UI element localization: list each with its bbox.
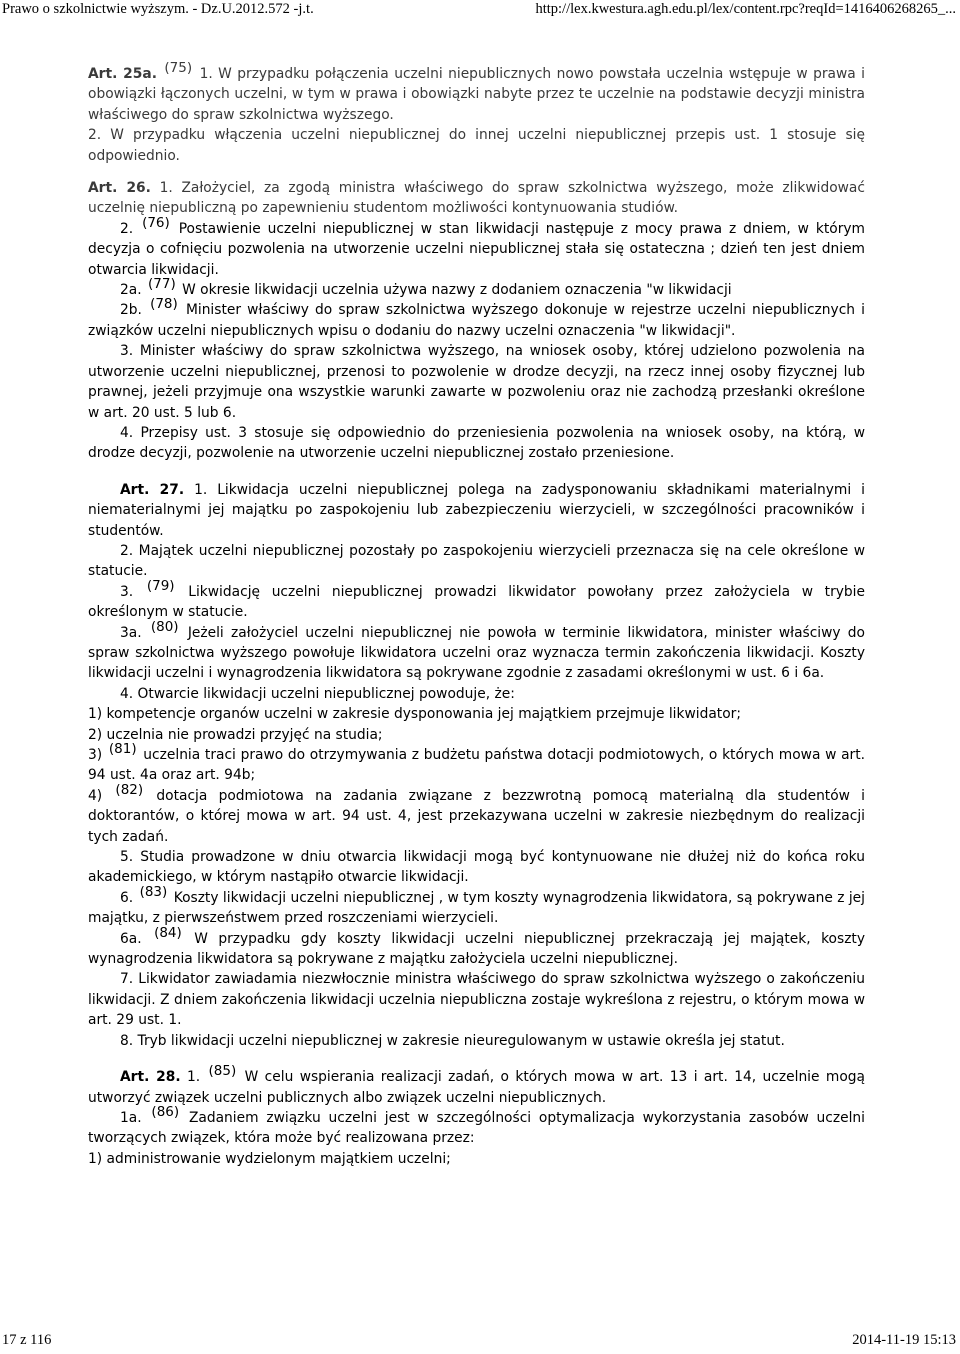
point-text: uczelnia traci prawo do otrzymywania z budżetu państwa dotacji podmiotowych, o których mowa w art. 94 ust. 4a oraz art. 94b; [88, 747, 865, 784]
art27-p4-point2: 2) uczelnia nie prowadzi przyjęć na studia; [88, 726, 383, 743]
art27-p2: 2. Majątek uczelni niepublicznej pozostały po zaspokojeniu wierzycieli przeznacza się na cele określone w statucie. [88, 542, 865, 580]
art27-p4-point4 [88, 781, 866, 847]
paragraph-text: W okresie likwidacji uczelnia używa nazwy z dodaniem oznaczenia "w likwidacji [182, 282, 732, 299]
page-footer [0, 1332, 960, 1352]
point-text: dotacja podmiotowa na zadania związane z bezzwrotną pomocą materialną dla studentów i doktorantów, o której mowa w art. 94 ust. 4, jest przekazywana uczelni w zakresie niezbędnym do realizacji tych zadań. [88, 787, 866, 845]
paragraph-number: 2a. [120, 282, 142, 299]
paragraph-text: 1. Założyciel, za zgodą ministra właściwego do spraw szkolnictwa wyższego, może zlikwidować uczelnię niepubliczną po zapewnieniu studentom możliwości kontynuowania studiów. [88, 180, 865, 217]
footnote-ref[interactable]: (78) [150, 296, 178, 313]
header-url: http://lex.kwestura.agh.edu.pl/lex/content.rpc?reqId=1416406268265_... [535, 1, 956, 17]
article-title: Art. 25a. [88, 66, 157, 82]
paragraph-number: 2. [120, 220, 134, 237]
paragraph-text: Jeżeli założyciel uczelni niepublicznej nie powoła w terminie likwidatora, minister właściwy do spraw szkolnictwa wyższego powołuje likwidatora uczelni oraz wyznacza termin zakończenia likwidacji. Koszty likwidacji uczelni i wynagrodzenia likwidatora są pokrywane zgodnie z zasadami określonymi w ust. 6 i 6a. [88, 624, 866, 682]
art27-p5: 5. Studia prowadzone w dniu otwarcia likwidacji mogą być kontynuowane nie dłużej niż do końca roku akademickiego, w którym nastąpiło otwarcie likwidacji. [88, 849, 865, 886]
paragraph-text: 1. W przypadku połączenia uczelni niepublicznych nowo powstała uczelnia wstępuje w prawa i obowiązki łączonych uczelni, w tym w prawa i obowiązki nabyte przez te uczelnie na podstawie decyzji ministra właściwego do spraw szkolnictwa wyższego. [88, 66, 865, 123]
document-body [88, 60, 866, 1169]
footnote-ref[interactable]: (75) [164, 60, 193, 76]
point-number: 4) [88, 787, 103, 804]
art27-p7: 7. Likwidator zawiadamia niezwłocznie ministra właściwego do spraw szkolnictwa wyższego o zakończeniu likwidacji. Z dniem zakończenia likwidacji uczelnia niepubliczna zostaje wykreślona z rejestru, o którym mowa w art. 29 ust. 1. [88, 971, 865, 1029]
paragraph-number: 3a. [120, 624, 142, 641]
art26-p1 [88, 178, 865, 219]
art26-p2b [88, 296, 866, 341]
paragraph-number: 2b. [120, 302, 142, 319]
footnote-ref[interactable]: (77) [148, 276, 176, 293]
header-title: Prawo o szkolnictwie wyższym. - Dz.U.2012.572 -j.t. [2, 1, 314, 17]
art26-p2a [88, 276, 865, 300]
art26-p4: 4. Przepisy ust. 3 stosuje się odpowiednio do przeniesienia pozwolenia na wniosek osoby, na którą, w drodze decyzji, pozwolenie na utworzenie uczelni niepublicznej zostało przeniesione. [88, 424, 865, 462]
paragraph-text: W celu wspierania realizacji zadań, o których mowa w art. 13 i art. 14, uczelnie mogą utworzyć związek uczelni publicznych albo związek uczelni niepublicznych. [88, 1069, 865, 1106]
art28-p1a [88, 1103, 865, 1149]
paragraph-number: 1a. [120, 1109, 142, 1126]
print-timestamp: 2014-11-19 15:13 [852, 1332, 956, 1348]
footnote-ref[interactable]: (84) [154, 924, 182, 941]
paragraph-number: 6a. [120, 930, 142, 947]
footnote-ref[interactable]: (82) [115, 781, 144, 798]
art27-p1 [88, 480, 865, 541]
page-counter: 17 z 116 [2, 1332, 52, 1348]
art27-p8: 8. Tryb likwidacji uczelni niepublicznej w zakresie nieuregulowanym w ustawie określa jej statut. [120, 1032, 785, 1049]
art25a-p2: 2. W przypadku włączenia uczelni niepublicznej do innej uczelni niepublicznej przepis ust. 1 stosuje się odpowiednio. [88, 127, 865, 164]
art27-p6a [88, 924, 866, 970]
art28-p1a-point1: 1) administrowanie wydzielonym majątkiem uczelni; [88, 1150, 451, 1167]
footnote-ref[interactable]: (80) [150, 618, 179, 635]
paragraph-text: W przypadku gdy koszty likwidacji uczelni niepublicznej przekraczają jej majątek, koszty wynagrodzenia likwidatora są pokrywane z majątku założyciela uczelni niepublicznej. [88, 930, 866, 968]
article-title: Art. 27. [120, 481, 185, 498]
footnote-ref[interactable]: (76) [142, 214, 170, 231]
paragraph-number: 3. [120, 583, 134, 600]
art27-p4-point3 [88, 741, 865, 786]
footnote-ref[interactable]: (86) [151, 1103, 180, 1120]
article-title: Art. 26. [88, 180, 151, 197]
art26-p2 [88, 214, 865, 280]
art27-p6 [88, 883, 866, 929]
art27-p3 [88, 577, 866, 623]
footnote-ref[interactable]: (81) [108, 741, 137, 757]
paragraph-number: 1. [186, 1069, 201, 1086]
art27-p4: 4. Otwarcie likwidacji uczelni niepublicznej powoduje, że: [120, 685, 515, 702]
paragraph-text: Postawienie uczelni niepublicznej w stan likwidacji następuje z mocy prawa z dniem, w którym decyzja o cofnięciu pozwolenia na utworzenie uczelni niepublicznej stała się ostateczna ; dzień ten jest dniem otwarcia likwidacji. [88, 220, 865, 278]
paragraph-text: Minister właściwy do spraw szkolnictwa wyższego dokonuje w rejestrze uczelni niepublicznych i związków uczelni niepublicznych wpisu o dodaniu do nazwy uczelni oznaczenia "w likwidacji". [88, 302, 866, 339]
paragraph-text: Koszty likwidacji uczelni niepublicznej , w tym koszty wynagrodzenia likwidatora, są pokrywane z jej majątku, z pierwszeństwem przed roszczeniami wierzycieli. [88, 889, 866, 927]
footnote-ref[interactable]: (85) [208, 1063, 237, 1080]
page-header [0, 0, 960, 22]
art28-p1 [88, 1063, 865, 1108]
point-number: 3) [88, 747, 103, 763]
footnote-ref[interactable]: (83) [139, 883, 168, 900]
footnote-ref[interactable]: (79) [146, 577, 175, 594]
paragraph-text: 1. Likwidacja uczelni niepublicznej polega na zadysponowaniu składnikami materialnymi i niematerialnymi jej majątku po zaspokojeniu lub zabezpieczeniu wierzycieli, w szczególności pracowników i studentów. [88, 481, 865, 539]
article-title: Art. 28. [120, 1069, 181, 1086]
paragraph-text: Likwidację uczelni niepublicznej prowadzi likwidator powołany przez założyciela w trybie określonym w statucie. [88, 583, 866, 621]
paragraph-number: 6. [120, 889, 134, 906]
art27-p4-point1: 1) kompetencje organów uczelni w zakresie dysponowania jej majątkiem przejmuje likwidator; [88, 706, 741, 723]
art26-p3: 3. Minister właściwy do spraw szkolnictwa wyższego, na wniosek osoby, której udzielono pozwolenia na utworzenie uczelni niepublicznej, przenosi to pozwolenie w drodze decyzji, na rzecz innej osoby fizycznej lub prawnej, jeżeli przyjmuje ona wszystkie warunki zawarte w pozwoleniu oraz nie zachodzą przesłanki określone w art. 20 ust. 5 lub 6. [88, 343, 865, 421]
art27-p3a [88, 618, 866, 684]
paragraph-text: Zadaniem związku uczelni jest w szczególności optymalizacja wykorzystania zasobów uczelni tworzących związek, która może być realizowana przez: [88, 1109, 865, 1147]
art25a-p1 [88, 60, 865, 125]
